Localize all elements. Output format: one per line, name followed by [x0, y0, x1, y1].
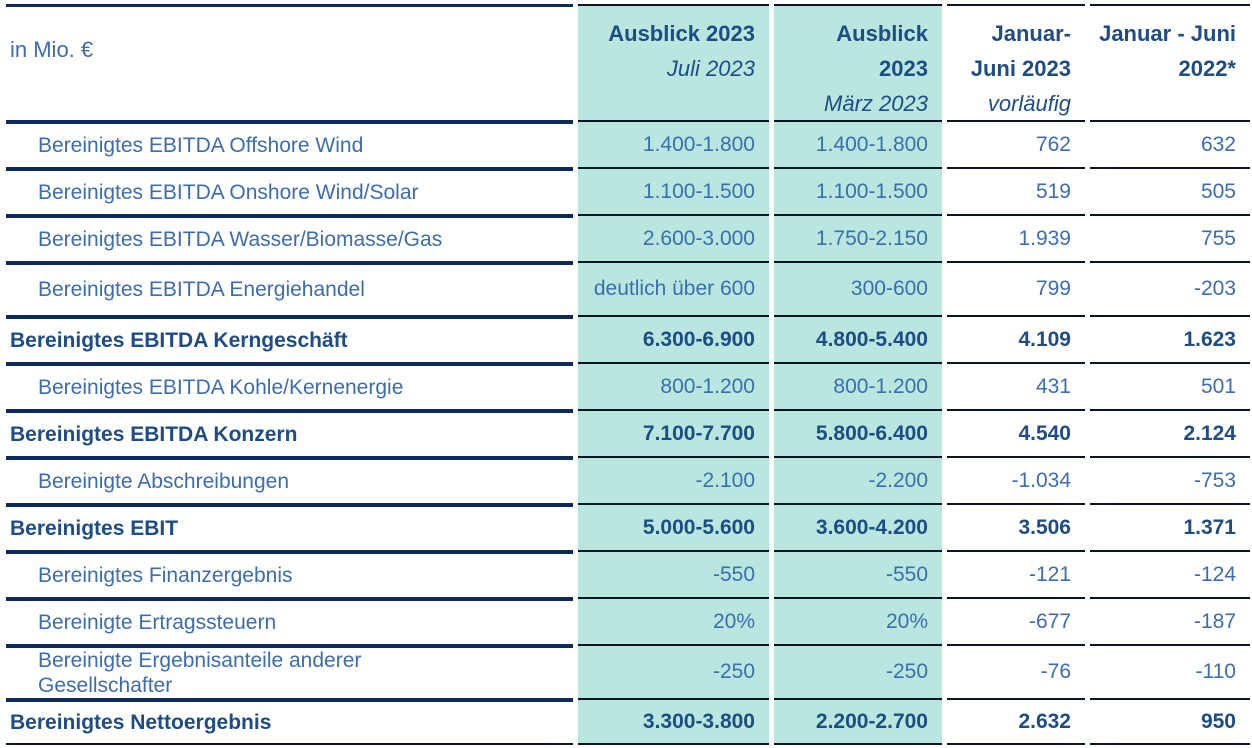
value-jan-juni-2023: -76 [947, 644, 1085, 698]
value-jan-juni-2023: 2.632 [947, 698, 1085, 745]
financial-outlook-table [6, 4, 1250, 745]
value-jan-juni-2022: -187 [1090, 597, 1250, 644]
value-outlook-juli: 7.100-7.700 [578, 409, 769, 456]
value-jan-juni-2022: -124 [1090, 550, 1250, 597]
value-jan-juni-2022: -753 [1090, 456, 1250, 503]
row-label: Bereinigtes Nettoergebnis [6, 698, 573, 745]
value-outlook-maerz: -550 [774, 550, 942, 597]
value-jan-juni-2022: 1.371 [1090, 503, 1250, 550]
value-outlook-maerz: -250 [774, 644, 942, 698]
value-jan-juni-2022: -110 [1090, 644, 1250, 698]
row-label: Bereinigtes Finanzergebnis [6, 550, 573, 597]
value-outlook-maerz: 800-1.200 [774, 362, 942, 409]
column-subtitle: vorläufig [987, 91, 1071, 116]
value-jan-juni-2022: 2.124 [1090, 409, 1250, 456]
value-outlook-juli: deutlich über 600 [578, 261, 769, 315]
value-jan-juni-2022: 950 [1090, 698, 1250, 745]
value-jan-juni-2022: 632 [1090, 120, 1250, 167]
column-header-jan-juni-2023 [947, 4, 1085, 120]
value-outlook-juli: 20% [578, 597, 769, 644]
row-label: Bereinigte Ertragssteuern [6, 597, 573, 644]
column-header-outlook-juli-2023 [578, 4, 769, 120]
value-jan-juni-2023: -121 [947, 550, 1085, 597]
column-title: Ausblick 2023 [608, 21, 755, 46]
value-outlook-juli: 800-1.200 [578, 362, 769, 409]
value-jan-juni-2022: 755 [1090, 214, 1250, 261]
value-outlook-maerz: 20% [774, 597, 942, 644]
row-label: Bereinigtes EBITDA Energiehandel [6, 261, 573, 315]
value-outlook-juli: 2.600-3.000 [578, 214, 769, 261]
value-jan-juni-2023: 519 [947, 167, 1085, 214]
value-outlook-maerz: 3.600-4.200 [774, 503, 942, 550]
unit-label: in Mio. € [6, 4, 573, 120]
value-jan-juni-2023: 4.109 [947, 315, 1085, 362]
value-outlook-maerz: 300-600 [774, 261, 942, 315]
value-outlook-maerz: 4.800-5.400 [774, 315, 942, 362]
column-title: Januar - Juni 2022* [1099, 21, 1236, 81]
column-title: Ausblick 2023 [836, 21, 928, 81]
row-label: Bereinigtes EBITDA Kerngeschäft [6, 315, 573, 362]
value-outlook-juli: -2.100 [578, 456, 769, 503]
value-jan-juni-2022: 1.623 [1090, 315, 1250, 362]
row-label: Bereinigtes EBITDA Offshore Wind [6, 120, 573, 167]
value-outlook-juli: -550 [578, 550, 769, 597]
value-jan-juni-2022: -203 [1090, 261, 1250, 315]
row-label: Bereinigtes EBITDA Konzern [6, 409, 573, 456]
value-jan-juni-2023: 799 [947, 261, 1085, 315]
value-jan-juni-2023: 1.939 [947, 214, 1085, 261]
value-outlook-maerz: 1.400-1.800 [774, 120, 942, 167]
value-jan-juni-2023: 4.540 [947, 409, 1085, 456]
column-header-outlook-maerz-2023 [774, 4, 942, 120]
column-subtitle: März 2023 [824, 91, 928, 116]
row-label: Bereinigte Abschreibungen [6, 456, 573, 503]
column-title: Januar-Juni 2023 [970, 21, 1071, 81]
column-subtitle: Juli 2023 [666, 56, 755, 81]
value-outlook-maerz: -2.200 [774, 456, 942, 503]
value-outlook-juli: 1.400-1.800 [578, 120, 769, 167]
value-outlook-maerz: 1.750-2.150 [774, 214, 942, 261]
row-label: Bereinigte Ergebnisanteile anderer Gesellschafter [6, 644, 573, 698]
value-jan-juni-2023: 762 [947, 120, 1085, 167]
value-outlook-juli: 1.100-1.500 [578, 167, 769, 214]
value-outlook-juli: 5.000-5.600 [578, 503, 769, 550]
value-outlook-juli: 3.300-3.800 [578, 698, 769, 745]
row-label: Bereinigtes EBITDA Wasser/Biomasse/Gas [6, 214, 573, 261]
value-jan-juni-2023: -677 [947, 597, 1085, 644]
value-jan-juni-2022: 501 [1090, 362, 1250, 409]
value-outlook-juli: 6.300-6.900 [578, 315, 769, 362]
column-header-jan-juni-2022 [1090, 4, 1250, 120]
value-outlook-maerz: 2.200-2.700 [774, 698, 942, 745]
value-outlook-juli: -250 [578, 644, 769, 698]
value-jan-juni-2022: 505 [1090, 167, 1250, 214]
value-outlook-maerz: 5.800-6.400 [774, 409, 942, 456]
row-label: Bereinigtes EBITDA Kohle/Kernenergie [6, 362, 573, 409]
value-jan-juni-2023: 431 [947, 362, 1085, 409]
value-jan-juni-2023: -1.034 [947, 456, 1085, 503]
row-label: Bereinigtes EBITDA Onshore Wind/Solar [6, 167, 573, 214]
value-outlook-maerz: 1.100-1.500 [774, 167, 942, 214]
value-jan-juni-2023: 3.506 [947, 503, 1085, 550]
row-label: Bereinigtes EBIT [6, 503, 573, 550]
